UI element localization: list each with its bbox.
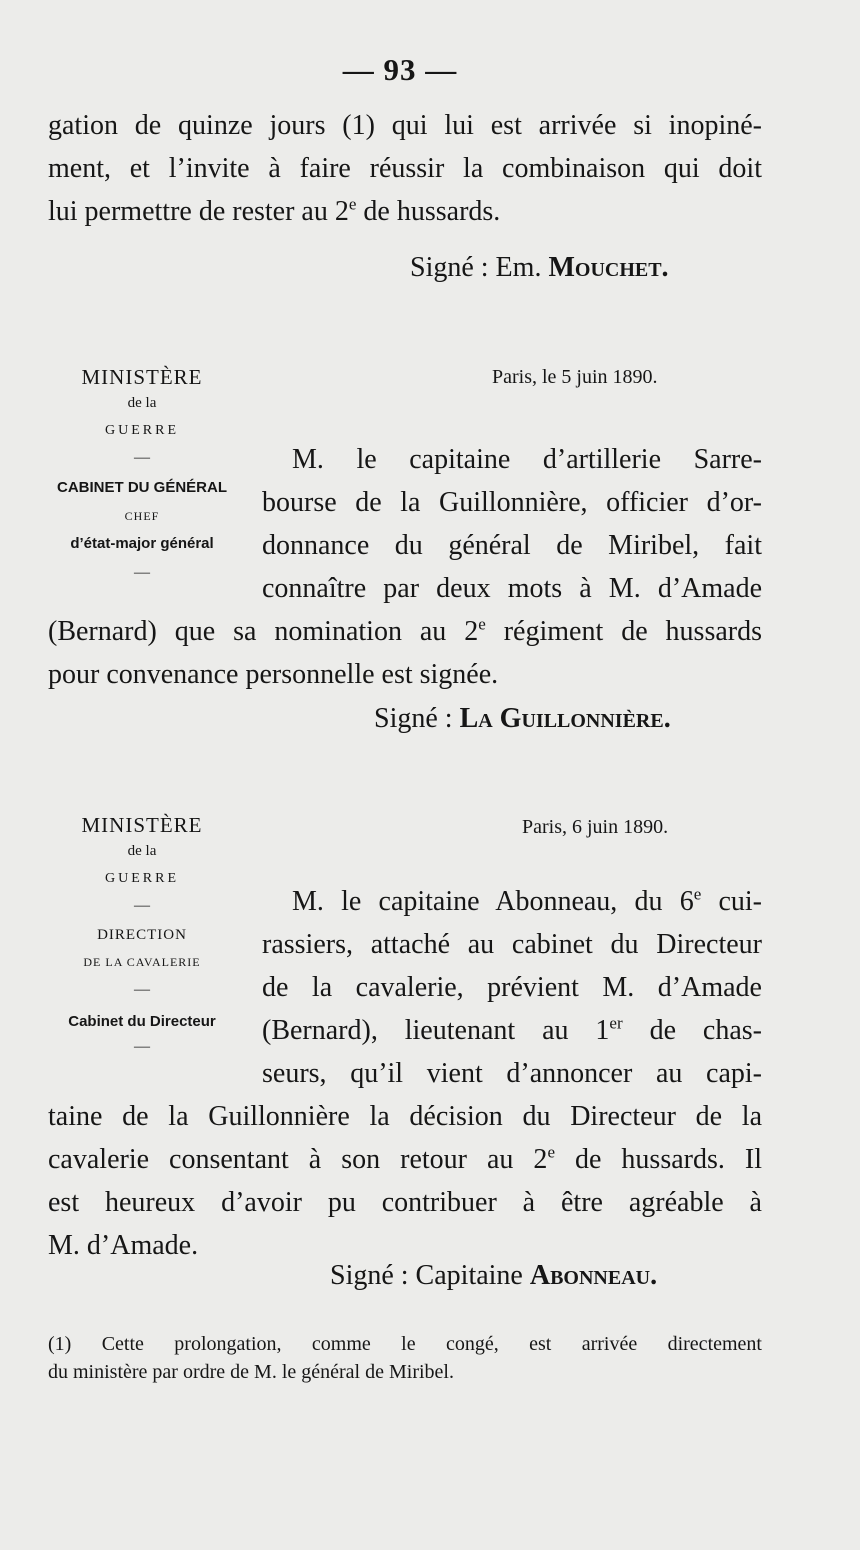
- text-line: de la cavalerie, prévient M. d’Amade: [262, 972, 762, 1003]
- cavalerie-label: DE LA CAVALERIE: [83, 955, 201, 969]
- letter1-dateline: Paris, le 5 juin 1890.: [492, 366, 658, 388]
- guerre-label: GUERRE: [105, 871, 179, 886]
- text-line: cavalerie consentant à son retour au 2e de hussards. Il: [48, 1142, 762, 1175]
- text-line: pour convenance personnelle est signée.: [48, 659, 499, 690]
- letter1-indented-text: [262, 438, 762, 610]
- text-line: (Bernard), lieutenant au 1er de chas-: [262, 1013, 762, 1046]
- letter2-margin-heading: [36, 812, 248, 1057]
- page-number: — 93 —: [342, 52, 458, 87]
- text-line: gation de quinze jours (1) qui lui est arrivée si inopiné-: [48, 110, 762, 141]
- text-line: M. le capitaine Abonneau, du 6e cui-: [292, 884, 763, 917]
- ministere-label: MINISTÈRE: [81, 813, 203, 837]
- text-line: (Bernard) que sa nomination au 2e régiment de hussards: [48, 614, 762, 647]
- divider-dash: —: [134, 449, 150, 466]
- signature-abonneau: Signé : Capitaine Abonneau.: [330, 1260, 658, 1291]
- letter2-dateline: Paris, 6 juin 1890.: [522, 816, 669, 838]
- letter1-margin-heading: [36, 364, 248, 583]
- text-line: seurs, qu’il vient d’annoncer au capi-: [262, 1058, 762, 1089]
- text-line: M. d’Amade.: [48, 1230, 199, 1261]
- de-la-label: de la: [127, 843, 157, 859]
- etat-major-label: d’état-major général: [70, 535, 214, 552]
- footnote-line: du ministère par ordre de M. le général de Miribel.: [48, 1361, 454, 1383]
- letter1-full-text: [48, 610, 762, 696]
- divider-dash: —: [134, 564, 150, 581]
- text-line: bourse de la Guillonnière, officier d’or-: [262, 487, 762, 518]
- text-line: M. le capitaine d’artillerie Sarre-: [292, 444, 762, 475]
- divider-dash: —: [134, 981, 150, 998]
- text-line: est heureux d’avoir pu contribuer à être agréable à: [48, 1187, 762, 1218]
- cabinet-directeur-label: Cabinet du Directeur: [68, 1013, 216, 1030]
- signature-mouchet: Signé : Em. Mouchet.: [410, 252, 669, 283]
- de-la-label: de la: [127, 395, 157, 411]
- opening-paragraph: [48, 104, 762, 233]
- letter2-indented-text: [262, 880, 762, 1095]
- chef-label: CHEF: [124, 509, 160, 523]
- footnote-line: (1) Cette prolongation, comme le congé, est arrivée directement: [48, 1333, 762, 1355]
- divider-dash: —: [134, 1038, 150, 1055]
- signature-la-guillonniere: Signé : La Guillonnière.: [374, 703, 671, 734]
- text-line: rassiers, attaché au cabinet du Directeur: [262, 929, 762, 960]
- cabinet-label: CABINET DU GÉNÉRAL: [56, 479, 227, 496]
- footnote: [48, 1330, 762, 1386]
- guerre-label: GUERRE: [105, 423, 179, 438]
- letter2-full-text: [48, 1095, 762, 1267]
- text-line: lui permettre de rester au 2e de hussards.: [48, 194, 501, 227]
- direction-label: DIRECTION: [97, 927, 187, 943]
- text-line: ment, et l’invite à faire réussir la combinaison qui doit: [48, 153, 762, 184]
- text-line: donnance du général de Miribel, fait: [262, 530, 762, 561]
- text-line: connaître par deux mots à M. d’Amade: [262, 573, 762, 604]
- divider-dash: —: [134, 897, 150, 914]
- ministere-label: MINISTÈRE: [81, 365, 203, 389]
- text-line: taine de la Guillonnière la décision du Directeur de la: [48, 1101, 762, 1132]
